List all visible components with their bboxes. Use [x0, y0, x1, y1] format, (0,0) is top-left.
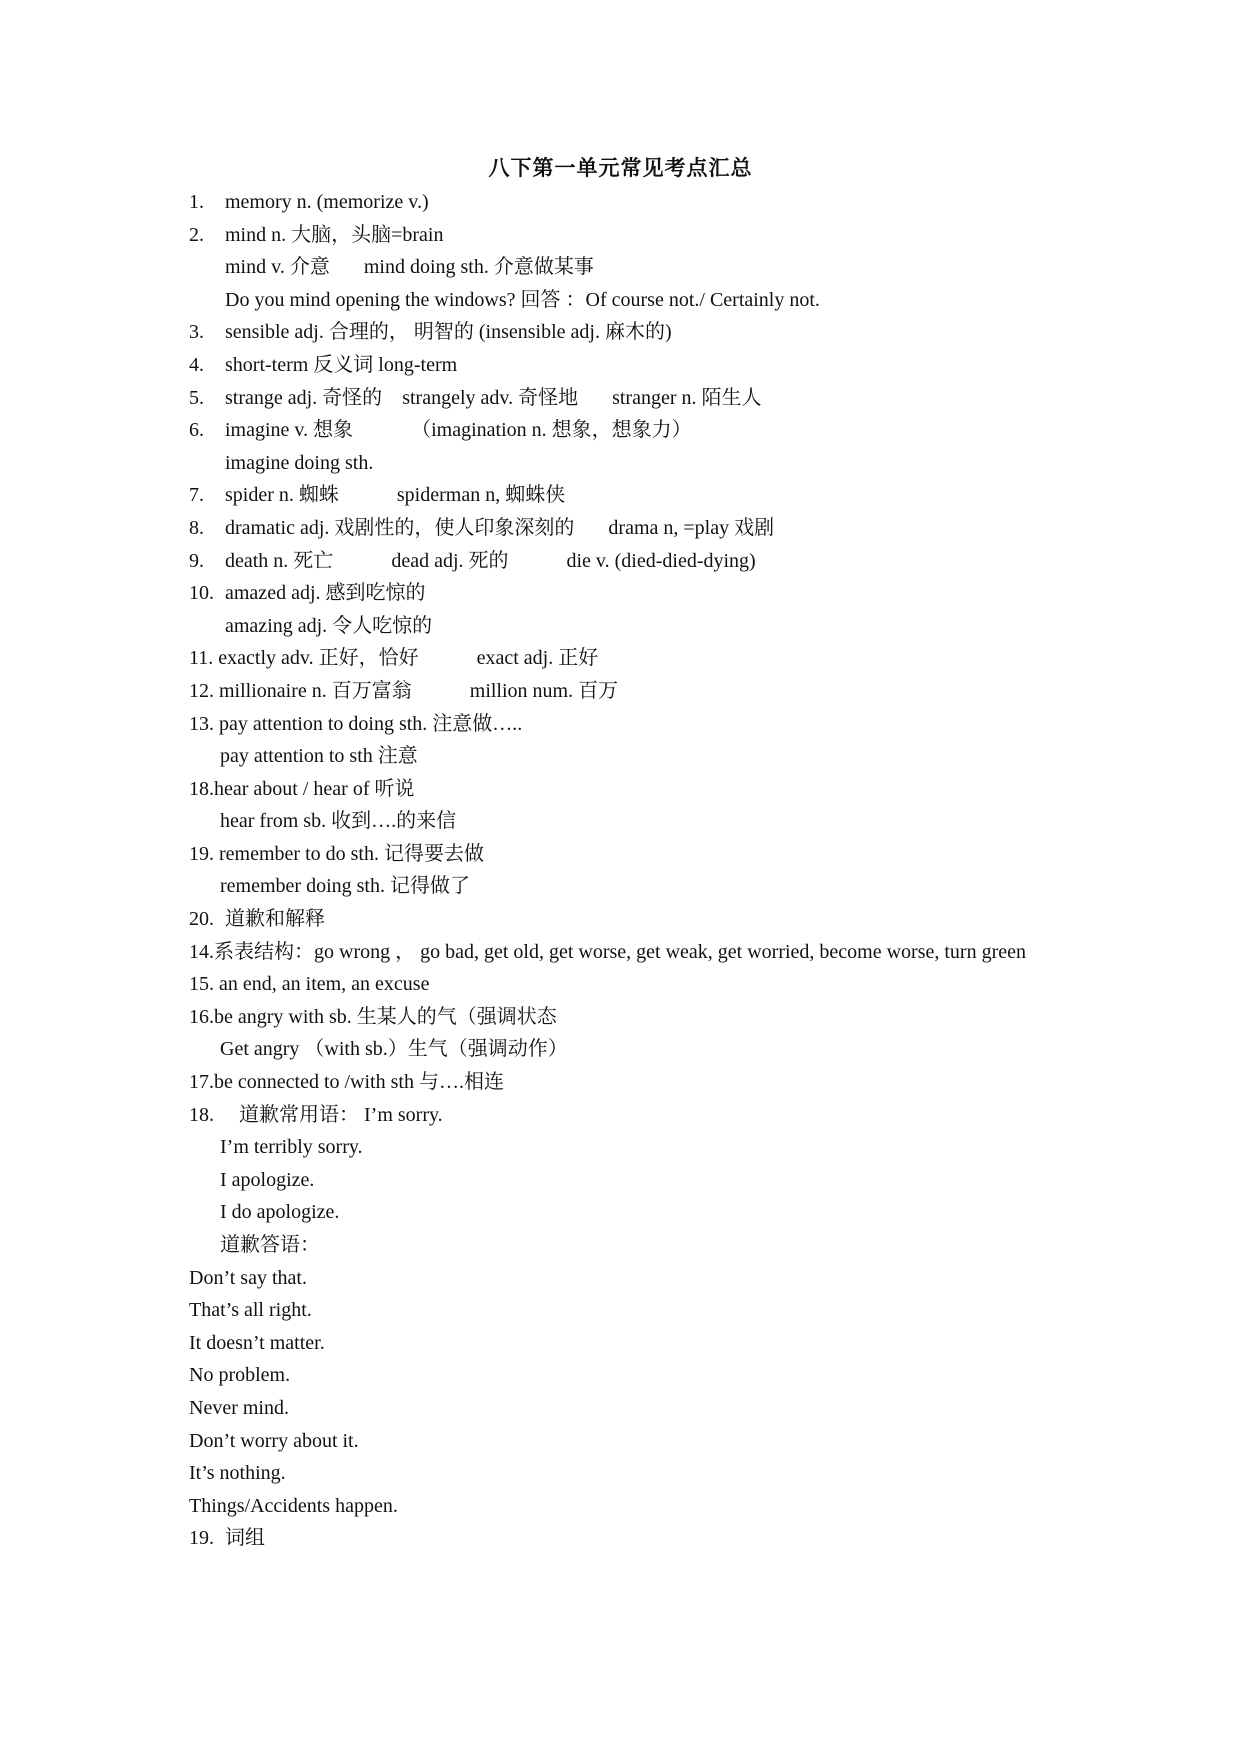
list-item-continuation: [189, 1033, 1089, 1066]
item-text: 12. millionaire n. 百万富翁: [189, 679, 412, 702]
list-item: [189, 675, 1089, 708]
item-text: 17.be connected to /with sth 与….相连: [189, 1071, 504, 1094]
list-item: [189, 479, 1089, 512]
list-item: [189, 577, 1089, 610]
list-item-continuation: [189, 1164, 1089, 1197]
item-text: amazed adj. 感到吃惊的: [225, 582, 426, 605]
item-text: drama n, =play 戏剧: [608, 516, 775, 539]
list-item-continuation: [189, 1229, 1089, 1262]
item-text: spiderman n, 蜘蛛侠: [396, 484, 566, 507]
list-item: [189, 414, 1089, 447]
list-item-continuation: [189, 1196, 1089, 1229]
item-text: Never mind.: [189, 1396, 289, 1419]
item-number: 5.: [189, 386, 204, 409]
item-text: mind doing sth. 介意做某事: [363, 256, 594, 279]
list-item-continuation: [189, 251, 1089, 284]
item-number: 8.: [189, 516, 204, 539]
list-item-continuation: [189, 805, 1089, 838]
list-item: [189, 903, 1089, 936]
item-text: 道歉答语：: [220, 1234, 320, 1256]
item-text: 13. pay attention to doing sth. 注意做…..: [189, 712, 523, 735]
item-text: spider n. 蜘蛛: [225, 484, 339, 507]
reply-line: [189, 1359, 1089, 1392]
reply-line: [189, 1457, 1089, 1490]
list-item: [189, 1099, 1089, 1132]
page-title: 八下第一单元常见考点汇总: [488, 156, 753, 180]
list-item: [189, 382, 1089, 415]
list-item-continuation: [189, 1131, 1089, 1164]
item-text: exact adj. 正好: [476, 647, 599, 670]
item-text: That’s all right.: [189, 1299, 312, 1322]
reply-line: [189, 1294, 1089, 1327]
item-text: I apologize.: [220, 1168, 315, 1191]
item-text: I’m terribly sorry.: [220, 1136, 363, 1159]
list-item: [189, 1066, 1089, 1099]
item-text: dead adj. 死的: [391, 549, 509, 572]
item-text: amazing adj. 令人吃惊的: [225, 614, 433, 637]
item-text: stranger n. 陌生人: [612, 386, 762, 409]
item-text: Don’t worry about it.: [189, 1429, 359, 1452]
item-text: short-term 反义词 long-term: [225, 353, 458, 376]
reply-line: [189, 1327, 1089, 1360]
item-text: dramatic adj. 戏剧性的，使人印象深刻的: [225, 516, 575, 539]
item-number: 9.: [189, 549, 204, 572]
list-item: [189, 838, 1089, 871]
item-text: strange adj. 奇怪的: [225, 386, 383, 409]
item-number: 3.: [189, 321, 204, 344]
list-item: [189, 968, 1089, 1001]
list-item: [189, 1001, 1089, 1034]
item-text: million num. 百万: [469, 679, 619, 702]
list-item: [189, 773, 1089, 806]
list-item-continuation: [189, 740, 1089, 773]
item-text: Do you mind opening the windows? 回答 ：Of course not./ Certainly not.: [225, 288, 820, 311]
reply-line: [189, 1392, 1089, 1425]
item-text: sensible adj. 合理的， 明智的 (insensible adj. 麻木的): [225, 321, 672, 344]
item-text: mind v. 介意: [225, 256, 330, 279]
item-text: mind n. 大脑，头脑=brain: [225, 223, 444, 246]
item-text: remember doing sth. 记得做了: [220, 875, 470, 898]
list-item-continuation: [189, 870, 1089, 903]
item-text: 19. remember to do sth. 记得要去做: [189, 842, 484, 865]
item-text: It doesn’t matter.: [189, 1331, 325, 1354]
item-text: death n. 死亡: [225, 549, 334, 572]
item-text: die v. (died-died-dying): [566, 549, 756, 572]
item-text: 道歉和解释: [225, 908, 325, 931]
item-text: strangely adv. 奇怪地: [402, 386, 579, 409]
item-text: hear from sb. 收到….的来信: [220, 810, 457, 833]
list-item: [189, 512, 1089, 545]
list-item: [189, 316, 1089, 349]
document-body: [189, 186, 1089, 1555]
item-number: 7.: [189, 484, 204, 507]
item-number: 1.: [189, 191, 204, 213]
item-number: 19.: [189, 1527, 214, 1550]
item-text: 15. an end, an item, an excuse: [189, 973, 430, 996]
item-text: imagine v. 想象: [225, 419, 354, 442]
item-number: 20.: [189, 908, 214, 931]
list-item: [189, 642, 1089, 675]
item-number: 18.: [189, 1103, 214, 1126]
list-item: [189, 186, 1089, 219]
item-text: memory n. (memorize v.): [225, 191, 429, 213]
list-item-continuation: [189, 610, 1089, 643]
list-item: [189, 708, 1089, 741]
item-text: 词组: [225, 1527, 265, 1550]
reply-line: [189, 1490, 1089, 1523]
item-text: （imagination n. 想象，想象力）: [411, 419, 692, 442]
item-text: 11. exactly adv. 正好，恰好: [189, 647, 419, 670]
list-item: [189, 545, 1089, 578]
item-text: 道歉常用语： I’m sorry.: [239, 1103, 443, 1126]
item-text: pay attention to sth 注意: [220, 745, 418, 768]
item-number: 4.: [189, 353, 204, 376]
item-text: 18.hear about / hear of 听说: [189, 777, 415, 800]
list-item-continuation: [189, 284, 1089, 317]
list-item: [189, 936, 1089, 969]
item-text: Don’t say that.: [189, 1266, 307, 1289]
reply-line: [189, 1425, 1089, 1458]
item-text: 14.系表结构：go wrong ， go bad, get old, get worse, get weak, get worried, become worse, turn green: [189, 940, 1027, 963]
list-item-continuation: [189, 447, 1089, 480]
list-item: [189, 349, 1089, 382]
item-number: 6.: [189, 419, 204, 442]
item-text: I do apologize.: [220, 1201, 340, 1224]
item-text: It’s nothing.: [189, 1462, 286, 1485]
item-text: 16.be angry with sb. 生某人的气（强调状态: [189, 1005, 557, 1028]
item-number: 10.: [189, 582, 214, 605]
item-text: imagine doing sth.: [225, 451, 374, 474]
reply-line: [189, 1262, 1089, 1295]
item-number: 2.: [189, 223, 204, 246]
item-text: No problem.: [189, 1364, 291, 1387]
list-item: [189, 219, 1089, 252]
item-text: Things/Accidents happen.: [189, 1494, 398, 1517]
list-item: [189, 1522, 1089, 1555]
item-text: Get angry （with sb.）生气（强调动作）: [220, 1038, 568, 1061]
